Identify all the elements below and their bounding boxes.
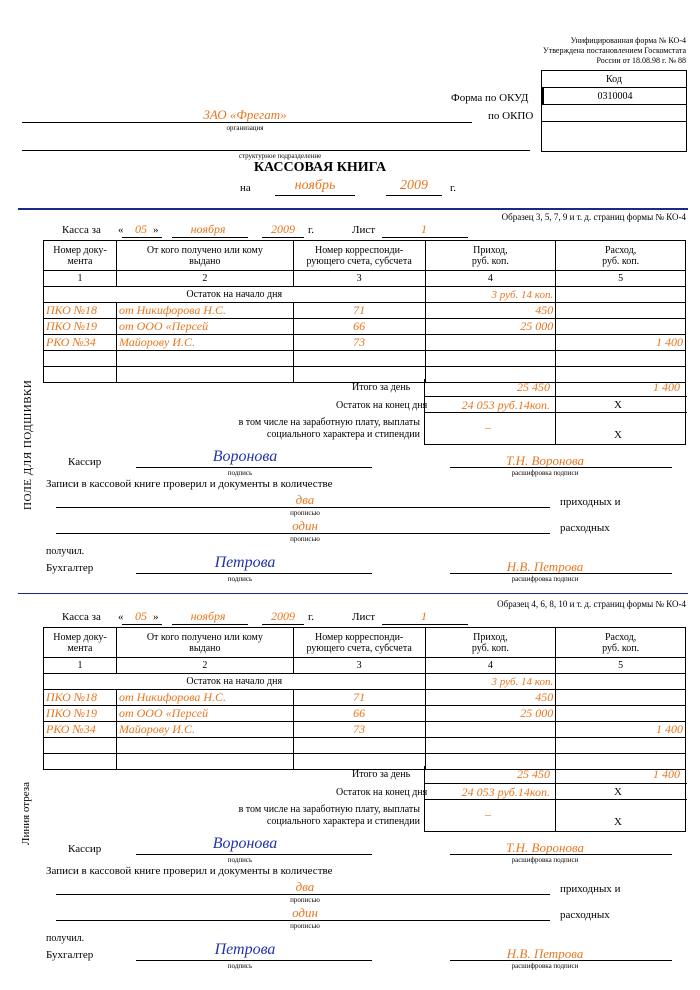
cash-table: [43, 240, 686, 383]
signature-caption: подпись: [227, 469, 253, 477]
month-value: ноябрь: [294, 178, 336, 193]
colnum: 2: [116, 658, 293, 674]
checked-text: Записи в кассовой книге проверил и документы в количестве: [46, 865, 333, 877]
colnum: 5: [556, 658, 686, 674]
cut-line-label: Линия отреза: [20, 782, 32, 845]
colnum: 4: [425, 658, 556, 674]
kassa-label: Касса за: [62, 611, 101, 623]
account: 66: [293, 706, 425, 722]
total-income: 25 450: [517, 380, 550, 394]
month-value: ноября: [190, 609, 226, 623]
incl-x: X: [614, 429, 622, 441]
cashier-name: Т.Н. Воронова: [506, 840, 584, 855]
table-colnum-row: [44, 658, 686, 674]
account: 71: [293, 303, 425, 319]
cashier-label: Кассир: [68, 843, 102, 855]
form-name: Унифицированная форма № КО-4: [570, 36, 686, 45]
doc-number: ПКО №18: [44, 303, 117, 319]
approved-date: России от 18.08.98 г. № 88: [596, 56, 686, 65]
okpo-label: по ОКПО: [488, 110, 534, 122]
total-income: 25 450: [517, 767, 550, 781]
cashier-name: Т.Н. Воронова: [506, 453, 584, 468]
opening-value: 3 руб. 14 коп.: [425, 674, 556, 690]
count-out-value: один: [292, 905, 318, 920]
doc-number: РКО №34: [44, 722, 117, 738]
opening-label: Остаток на начало дня: [44, 674, 426, 690]
table-row: [44, 722, 686, 738]
signature-caption: подпись: [227, 856, 253, 864]
incl-label-line-1: в том числе на заработную плату, выплаты: [238, 804, 420, 815]
month-value: ноября: [190, 222, 226, 236]
colnum: 2: [116, 271, 293, 287]
count-out-caption: прописью: [290, 922, 320, 930]
party: Майорову И.С.: [116, 335, 293, 351]
table-header-row: [44, 628, 686, 658]
count-in-label: приходных и: [560, 883, 621, 895]
table-header-row: [44, 241, 686, 271]
year-suffix: г.: [308, 611, 315, 623]
incl-label: [200, 804, 420, 828]
cash-table: [43, 627, 686, 770]
sample-note: Образец 3, 5, 7, 9 и т. д. страниц формы № КО-4: [501, 212, 686, 222]
sample-note: Образец 4, 6, 8, 10 и т. д. страниц формы № КО-4: [497, 599, 686, 609]
year-suffix: г.: [450, 182, 457, 194]
year-value: 2009: [271, 222, 295, 236]
list-number: 1: [421, 222, 427, 236]
table-row: [44, 319, 686, 335]
count-out-label: расходных: [560, 909, 610, 921]
total-expense: 1 400: [653, 380, 680, 394]
col-party: От кого получено или кому выдано: [116, 241, 293, 271]
accountant-name: Н.В. Петрова: [506, 559, 584, 574]
incl-label-line-2: социального характера и стипендии: [266, 429, 420, 440]
day-value: 05: [135, 222, 147, 236]
income: 450: [425, 690, 556, 706]
closing-value: 24 053 руб.14коп.: [461, 785, 550, 799]
income: 25 000: [425, 706, 556, 722]
day-value: 05: [135, 609, 147, 623]
count-in-value: два: [295, 879, 315, 894]
code-box: [541, 70, 687, 152]
decode-caption: расшифровка подписи: [511, 856, 579, 864]
cashier-label: Кассир: [68, 456, 102, 468]
quote-close: »: [153, 224, 159, 236]
signature-caption: подпись: [227, 575, 253, 583]
table-colnum-row: [44, 271, 686, 287]
colnum: 1: [44, 658, 117, 674]
list-number: 1: [421, 609, 427, 623]
count-out-caption: прописью: [290, 535, 320, 543]
quote-open: «: [118, 611, 124, 623]
table-row-empty: [44, 351, 686, 367]
cashier-signature: Воронова: [212, 448, 278, 465]
decode-caption: расшифровка подписи: [511, 962, 579, 970]
total-label: Итого за день: [352, 769, 411, 780]
account: 66: [293, 319, 425, 335]
closing-value: 24 053 руб.14коп.: [461, 398, 550, 412]
expense: 1 400: [556, 335, 686, 351]
separator-middle: [18, 593, 688, 594]
party: от Никифорова Н.С.: [116, 303, 293, 319]
expense: [556, 690, 686, 706]
table-row: [44, 335, 686, 351]
expense: [556, 706, 686, 722]
table-row: [44, 706, 686, 722]
decode-caption: расшифровка подписи: [511, 469, 579, 477]
table-row: [44, 303, 686, 319]
col-account: Номер корреспонди- рующего счета, субсчета: [293, 241, 425, 271]
expense: [556, 319, 686, 335]
cash-sheet-section-2: [0, 597, 700, 987]
binding-field-label: ПОЛЕ ДЛЯ ПОДШИВКИ: [22, 379, 34, 510]
okud-code: 0310004: [542, 88, 686, 105]
received-label: получил.: [46, 933, 85, 944]
form-header-notes: [543, 36, 686, 66]
colnum: 5: [556, 271, 686, 287]
col-income: Приход, руб. коп.: [425, 628, 556, 658]
col-doc-number: Номер доку- мента: [44, 628, 117, 658]
accountant-signature: Петрова: [214, 554, 276, 571]
cashier-signature: Воронова: [212, 835, 278, 852]
page-title: КАССОВАЯ КНИГА: [253, 160, 387, 175]
accountant-label: Бухгалтер: [46, 562, 94, 574]
signature-caption: подпись: [227, 962, 253, 970]
closing-label: Остаток на конец дня: [336, 787, 428, 798]
col-income: Приход, руб. коп.: [425, 241, 556, 271]
code-label: Код: [542, 71, 686, 88]
doc-number: ПКО №19: [44, 706, 117, 722]
year-suffix: г.: [308, 224, 315, 236]
accountant-name: Н.В. Петрова: [506, 946, 584, 961]
approved-note: Утверждена постановлением Госкомстата: [543, 46, 686, 55]
closing-label: Остаток на конец дня: [336, 400, 428, 411]
party: Майорову И.С.: [116, 722, 293, 738]
opening-value: 3 руб. 14 коп.: [425, 287, 556, 303]
expense: [556, 303, 686, 319]
opening-label: Остаток на начало дня: [44, 287, 426, 303]
quote-open: «: [118, 224, 124, 236]
organization-caption: организация: [226, 124, 264, 132]
party: от ООО «Персей: [116, 319, 293, 335]
opening-balance-row: [44, 287, 686, 303]
col-doc-number: Номер доку- мента: [44, 241, 117, 271]
income: 25 000: [425, 319, 556, 335]
department-caption: структурное подразделение: [238, 152, 322, 160]
accountant-label: Бухгалтер: [46, 949, 94, 961]
quote-close: »: [153, 611, 159, 623]
income: [425, 722, 556, 738]
closing-x: X: [614, 399, 622, 411]
cash-sheet-section-1: [0, 210, 700, 590]
okpo-code: [542, 105, 686, 122]
closing-x: X: [614, 786, 622, 798]
received-label: получил.: [46, 546, 85, 557]
decode-caption: расшифровка подписи: [511, 575, 579, 583]
year-value: 2009: [271, 609, 295, 623]
account: 73: [293, 722, 425, 738]
doc-number: РКО №34: [44, 335, 117, 351]
year-value: 2009: [400, 178, 428, 193]
count-out-value: один: [292, 518, 318, 533]
incl-value: –: [485, 807, 491, 821]
table-row: [44, 690, 686, 706]
colnum: 3: [293, 271, 425, 287]
colnum: 1: [44, 271, 117, 287]
total-expense: 1 400: [653, 767, 680, 781]
expense: 1 400: [556, 722, 686, 738]
on-label: на: [240, 182, 251, 194]
incl-x: X: [614, 816, 622, 828]
incl-label-line-2: социального характера и стипендии: [266, 816, 420, 827]
doc-number: ПКО №19: [44, 319, 117, 335]
income: [425, 335, 556, 351]
kassa-label: Касса за: [62, 224, 101, 236]
table-row-empty: [44, 738, 686, 754]
count-in-label: приходных и: [560, 496, 621, 508]
total-label: Итого за день: [352, 382, 411, 393]
count-out-label: расходных: [560, 522, 610, 534]
party: от Никифорова Н.С.: [116, 690, 293, 706]
count-in-caption: прописью: [290, 509, 320, 517]
count-in-caption: прописью: [290, 896, 320, 904]
opening-balance-row: [44, 674, 686, 690]
organization-value: ЗАО «Фрегат»: [203, 107, 287, 122]
col-expense: Расход, руб. коп.: [556, 241, 686, 271]
party: от ООО «Персей: [116, 706, 293, 722]
account: 71: [293, 690, 425, 706]
checked-text: Записи в кассовой книге проверил и документы в количестве: [46, 478, 333, 490]
okud-label: Форма по ОКУД: [451, 92, 529, 104]
accountant-signature: Петрова: [214, 941, 276, 958]
incl-label: [200, 417, 420, 441]
count-in-value: два: [295, 492, 315, 507]
colnum: 3: [293, 658, 425, 674]
list-label: Лист: [352, 224, 376, 236]
col-account: Номер корреспонди- рующего счета, субсчета: [293, 628, 425, 658]
col-party: От кого получено или кому выдано: [116, 628, 293, 658]
incl-value: –: [485, 420, 491, 434]
list-label: Лист: [352, 611, 376, 623]
col-expense: Расход, руб. коп.: [556, 628, 686, 658]
incl-label-line-1: в том числе на заработную плату, выплаты: [238, 417, 420, 428]
account: 73: [293, 335, 425, 351]
income: 450: [425, 303, 556, 319]
doc-number: ПКО №18: [44, 690, 117, 706]
colnum: 4: [425, 271, 556, 287]
